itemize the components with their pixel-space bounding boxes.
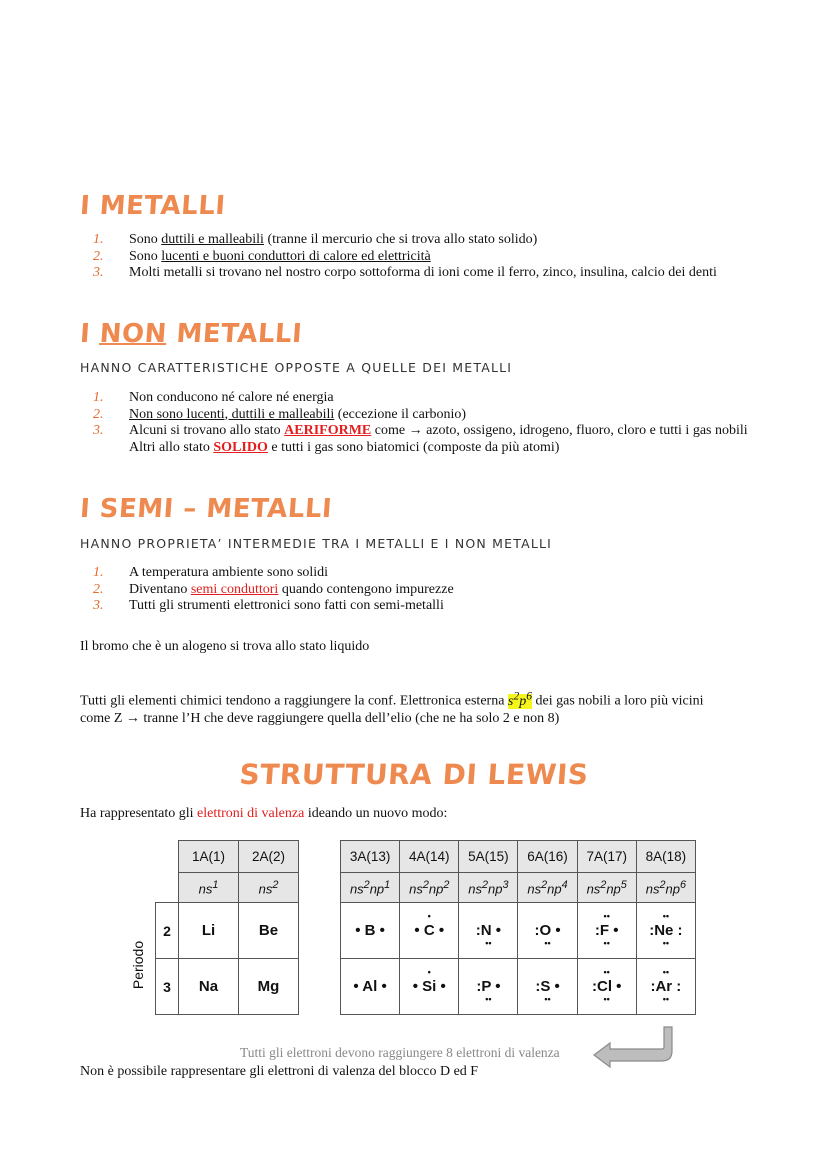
element-cell xyxy=(341,903,400,959)
element-cell xyxy=(459,959,518,1015)
lewis-symbol: :Cl • •• •• xyxy=(591,967,622,1004)
configuration-highlight: $s^2p^6$ xyxy=(507,689,533,709)
lewis-symbol: :S • •• xyxy=(535,978,560,1004)
group-header: 5A(15) xyxy=(459,841,518,873)
period-number: 3 xyxy=(156,959,179,1015)
element-cell xyxy=(636,959,695,1015)
config-cell: $ns^2np^6$ xyxy=(636,873,695,903)
list-item: 3. Tutti gli strumenti elettronici sono fatti con semi-metalli xyxy=(93,598,444,613)
return-arrow-icon xyxy=(592,1025,678,1069)
non-metalli-subtitle: HANNO CARATTERISTICHE OPPOSTE A QUELLE DEI METALLI xyxy=(80,360,513,375)
element-cell xyxy=(636,903,695,959)
lewis-table-left xyxy=(155,840,299,1015)
lewis-symbol: Be xyxy=(258,922,279,939)
metalli-list xyxy=(90,232,717,282)
lewis-symbol: :F • •• •• xyxy=(594,911,619,948)
group-header: 8A(18) xyxy=(636,841,695,873)
lewis-symbol: Li xyxy=(201,922,216,939)
list-item: 2. Diventano semi conduttori quando contengono impurezze xyxy=(93,581,454,597)
config-cell: $ns^2np^2$ xyxy=(400,873,459,903)
lewis-symbol: :N • •• xyxy=(475,922,502,948)
list-item: 2. Non sono lucenti, duttili e malleabili (eccezione il carbonio) xyxy=(93,406,467,422)
semi-metalli-subtitle: HANNO PROPRIETA’ INTERMEDIE TRA I METALLI E I NON METALLI xyxy=(80,536,553,551)
element-cell xyxy=(577,903,636,959)
semi-metalli-list xyxy=(90,565,454,615)
element-cell xyxy=(518,903,577,959)
element-cell xyxy=(341,959,400,1015)
group-header: 7A(17) xyxy=(577,841,636,873)
periodo-label: Periodo xyxy=(130,940,146,990)
lewis-symbol: :Ar : •• •• xyxy=(650,967,682,1004)
element-cell xyxy=(400,959,459,1015)
valence-note: Tutti gli elettroni devono raggiungere 8 elettroni di valenza xyxy=(240,1045,560,1060)
lewis-symbol: :O • •• xyxy=(534,922,561,948)
non-metalli-list xyxy=(90,390,750,456)
config-cell: $ns^2np^1$ xyxy=(341,873,400,903)
list-item: 1. Non conducono né calore né energia xyxy=(93,390,334,405)
group-header: 6A(16) xyxy=(518,841,577,873)
element-cell xyxy=(239,903,299,959)
config-paragraph: Tutti gli elementi chimici tendono a raggiungere la conf. Elettronica esterna $s^2p^6$ dei gas nobili a loro più vicini come Z → tranne l’H che deve raggiungere quella dell’elio (che ne ha solo 2 e non 8) xyxy=(80,689,704,726)
lewis-intro: Ha rappresentato gli elettroni di valenza ideando un nuovo modo: xyxy=(80,806,448,821)
group-header: 1A(1) xyxy=(179,841,239,873)
lewis-symbol: Mg xyxy=(257,978,280,995)
element-cell xyxy=(518,959,577,1015)
config-cell: $ns^2np^5$ xyxy=(577,873,636,903)
lewis-symbol: :P • •• xyxy=(476,978,501,1004)
group-header: 3A(13) xyxy=(341,841,400,873)
semi-metalli-title: I SEMI – METALLI xyxy=(78,494,334,524)
footer-note: Non è possibile rappresentare gli elettroni di valenza del blocco D ed F xyxy=(80,1064,479,1079)
period-number: 2 xyxy=(156,903,179,959)
list-item: 3. Molti metalli si trovano nel nostro corpo sottoforma di ioni come il ferro, zinco, insulina, calcio dei denti xyxy=(93,265,717,280)
lewis-symbol: :Ne : •• •• xyxy=(649,911,683,948)
element-cell xyxy=(400,903,459,959)
list-item: 1. A temperatura ambiente sono solidi xyxy=(93,565,329,580)
list-item: 2. Sono lucenti e buoni conduttori di calore ed elettricità xyxy=(93,248,431,264)
lewis-symbol: • Al • xyxy=(353,978,387,995)
config-cell: $ns^1$ xyxy=(179,873,239,903)
config-cell: $ns^2np^4$ xyxy=(518,873,577,903)
config-cell: $ns^2np^3$ xyxy=(459,873,518,903)
element-cell xyxy=(239,959,299,1015)
lewis-symbol: • B • xyxy=(355,922,385,939)
list-item: 1. Sono duttili e malleabili (tranne il mercurio che si trova allo stato solido) xyxy=(93,232,538,247)
lewis-symbol: Na xyxy=(198,978,219,995)
metalli-title: I METALLI xyxy=(78,191,227,221)
group-header: 2A(2) xyxy=(239,841,299,873)
bromo-note: Il bromo che è un alogeno si trova allo stato liquido xyxy=(80,639,370,654)
lewis-symbol: • Si • • xyxy=(412,967,446,995)
non-metalli-title: I NON METALLI xyxy=(78,319,304,349)
element-cell xyxy=(179,903,239,959)
group-header: 4A(14) xyxy=(400,841,459,873)
lewis-symbol: • C • • xyxy=(414,911,445,939)
lewis-title: STRUTTURA DI LEWIS xyxy=(238,758,590,791)
element-cell xyxy=(179,959,239,1015)
config-cell: $ns^2$ xyxy=(239,873,299,903)
element-cell xyxy=(459,903,518,959)
list-item: 3. Alcuni si trovano allo stato AERIFORME come → azoto, ossigeno, idrogeno, fluoro, cloro e tutti i gas nobili Altri allo stato SOLIDO e tutti i gas sono biatomici (composte da più atomi) xyxy=(93,423,748,455)
element-cell xyxy=(577,959,636,1015)
lewis-table-right xyxy=(340,840,696,1015)
